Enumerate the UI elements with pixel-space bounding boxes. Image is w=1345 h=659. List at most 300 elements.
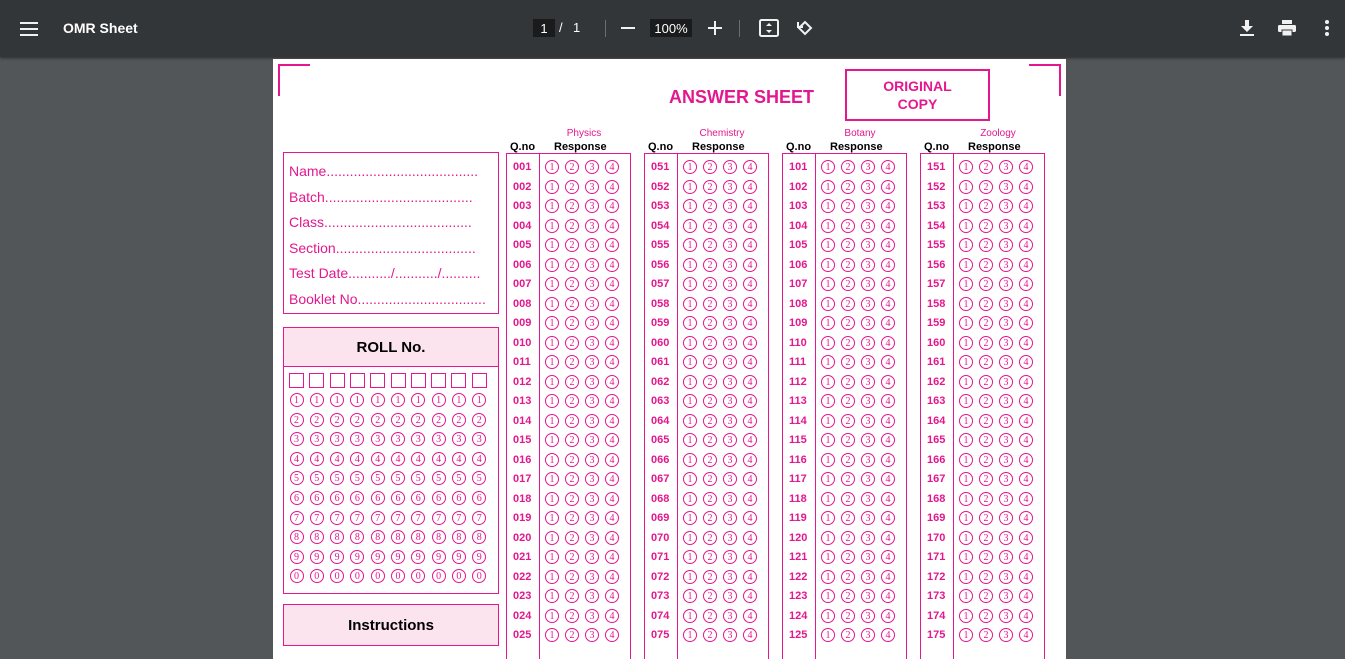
answer-bubble[interactable]: 4 bbox=[743, 433, 757, 447]
print-button[interactable] bbox=[1276, 17, 1298, 39]
answer-bubble[interactable]: 1 bbox=[545, 433, 559, 447]
roll-digit-bubble[interactable]: 5 bbox=[432, 471, 446, 485]
answer-bubble[interactable]: 4 bbox=[743, 628, 757, 642]
answer-bubble[interactable]: 1 bbox=[545, 609, 559, 623]
roll-digit-bubble[interactable]: 8 bbox=[391, 530, 405, 544]
answer-bubble[interactable]: 1 bbox=[545, 297, 559, 311]
roll-digit-bubble[interactable]: 0 bbox=[350, 569, 364, 583]
roll-digit-bubble[interactable]: 7 bbox=[350, 511, 364, 525]
answer-bubble[interactable]: 3 bbox=[585, 628, 599, 642]
answer-bubble[interactable]: 2 bbox=[979, 238, 993, 252]
roll-digit-bubble[interactable]: 3 bbox=[411, 432, 425, 446]
answer-bubble[interactable]: 2 bbox=[979, 394, 993, 408]
answer-bubble[interactable]: 4 bbox=[605, 492, 619, 506]
roll-digit-bubble[interactable]: 0 bbox=[310, 569, 324, 583]
answer-bubble[interactable]: 3 bbox=[861, 511, 875, 525]
answer-bubble[interactable]: 4 bbox=[605, 414, 619, 428]
answer-bubble[interactable]: 1 bbox=[683, 511, 697, 525]
answer-bubble[interactable]: 1 bbox=[683, 199, 697, 213]
answer-bubble[interactable]: 2 bbox=[841, 355, 855, 369]
answer-bubble[interactable]: 3 bbox=[861, 628, 875, 642]
answer-bubble[interactable]: 1 bbox=[959, 414, 973, 428]
answer-bubble[interactable]: 1 bbox=[821, 355, 835, 369]
answer-bubble[interactable]: 3 bbox=[585, 394, 599, 408]
answer-bubble[interactable]: 3 bbox=[999, 238, 1013, 252]
answer-bubble[interactable]: 4 bbox=[1019, 238, 1033, 252]
answer-bubble[interactable]: 2 bbox=[565, 394, 579, 408]
roll-digit-box[interactable] bbox=[472, 373, 487, 388]
answer-bubble[interactable]: 4 bbox=[605, 219, 619, 233]
roll-digit-bubble[interactable]: 8 bbox=[371, 530, 385, 544]
answer-bubble[interactable]: 1 bbox=[959, 355, 973, 369]
answer-bubble[interactable]: 2 bbox=[703, 277, 717, 291]
roll-digit-bubble[interactable]: 2 bbox=[310, 413, 324, 427]
answer-bubble[interactable]: 4 bbox=[743, 297, 757, 311]
answer-bubble[interactable]: 4 bbox=[881, 550, 895, 564]
roll-digit-bubble[interactable]: 4 bbox=[290, 452, 304, 466]
answer-bubble[interactable]: 1 bbox=[821, 336, 835, 350]
info-field[interactable]: Batch...................................... bbox=[289, 188, 473, 205]
roll-digit-bubble[interactable]: 6 bbox=[330, 491, 344, 505]
answer-bubble[interactable]: 2 bbox=[703, 219, 717, 233]
answer-bubble[interactable]: 3 bbox=[585, 160, 599, 174]
answer-bubble[interactable]: 4 bbox=[605, 297, 619, 311]
answer-bubble[interactable]: 2 bbox=[703, 550, 717, 564]
answer-bubble[interactable]: 1 bbox=[821, 238, 835, 252]
answer-bubble[interactable]: 2 bbox=[703, 160, 717, 174]
answer-bubble[interactable]: 1 bbox=[683, 628, 697, 642]
answer-bubble[interactable]: 3 bbox=[999, 589, 1013, 603]
answer-bubble[interactable]: 3 bbox=[861, 375, 875, 389]
answer-bubble[interactable]: 4 bbox=[1019, 472, 1033, 486]
roll-digit-bubble[interactable]: 8 bbox=[310, 530, 324, 544]
answer-bubble[interactable]: 4 bbox=[881, 492, 895, 506]
answer-bubble[interactable]: 3 bbox=[999, 511, 1013, 525]
answer-bubble[interactable]: 3 bbox=[723, 355, 737, 369]
answer-bubble[interactable]: 2 bbox=[841, 511, 855, 525]
answer-bubble[interactable]: 1 bbox=[683, 180, 697, 194]
roll-digit-bubble[interactable]: 5 bbox=[330, 471, 344, 485]
answer-bubble[interactable]: 1 bbox=[821, 394, 835, 408]
answer-bubble[interactable]: 3 bbox=[585, 258, 599, 272]
roll-digit-bubble[interactable]: 2 bbox=[371, 413, 385, 427]
answer-bubble[interactable]: 1 bbox=[683, 355, 697, 369]
answer-bubble[interactable]: 2 bbox=[979, 531, 993, 545]
answer-bubble[interactable]: 4 bbox=[881, 453, 895, 467]
answer-bubble[interactable]: 1 bbox=[821, 297, 835, 311]
answer-bubble[interactable]: 2 bbox=[979, 433, 993, 447]
answer-bubble[interactable]: 4 bbox=[1019, 414, 1033, 428]
answer-bubble[interactable]: 4 bbox=[605, 472, 619, 486]
roll-digit-bubble[interactable]: 6 bbox=[290, 491, 304, 505]
answer-bubble[interactable]: 3 bbox=[585, 238, 599, 252]
answer-bubble[interactable]: 1 bbox=[683, 160, 697, 174]
answer-bubble[interactable]: 3 bbox=[723, 238, 737, 252]
answer-bubble[interactable]: 4 bbox=[743, 550, 757, 564]
roll-digit-bubble[interactable]: 9 bbox=[290, 550, 304, 564]
answer-bubble[interactable]: 3 bbox=[723, 531, 737, 545]
answer-bubble[interactable]: 1 bbox=[545, 199, 559, 213]
roll-digit-bubble[interactable]: 1 bbox=[350, 393, 364, 407]
answer-bubble[interactable]: 3 bbox=[723, 180, 737, 194]
roll-digit-bubble[interactable]: 9 bbox=[350, 550, 364, 564]
roll-digit-bubble[interactable]: 7 bbox=[371, 511, 385, 525]
answer-bubble[interactable]: 2 bbox=[703, 609, 717, 623]
answer-bubble[interactable]: 3 bbox=[999, 414, 1013, 428]
info-field[interactable]: Section.................................... bbox=[289, 239, 476, 256]
answer-bubble[interactable]: 1 bbox=[683, 258, 697, 272]
answer-bubble[interactable]: 3 bbox=[861, 258, 875, 272]
roll-digit-bubble[interactable]: 3 bbox=[350, 432, 364, 446]
answer-bubble[interactable]: 2 bbox=[565, 531, 579, 545]
answer-bubble[interactable]: 1 bbox=[821, 180, 835, 194]
roll-digit-bubble[interactable]: 9 bbox=[472, 550, 486, 564]
answer-bubble[interactable]: 2 bbox=[703, 414, 717, 428]
answer-bubble[interactable]: 1 bbox=[821, 199, 835, 213]
answer-bubble[interactable]: 2 bbox=[565, 414, 579, 428]
answer-bubble[interactable]: 3 bbox=[723, 609, 737, 623]
answer-bubble[interactable]: 1 bbox=[959, 394, 973, 408]
answer-bubble[interactable]: 1 bbox=[545, 394, 559, 408]
answer-bubble[interactable]: 1 bbox=[821, 414, 835, 428]
roll-digit-box[interactable] bbox=[411, 373, 426, 388]
answer-bubble[interactable]: 3 bbox=[861, 531, 875, 545]
answer-bubble[interactable]: 1 bbox=[821, 609, 835, 623]
answer-bubble[interactable]: 4 bbox=[881, 219, 895, 233]
roll-digit-bubble[interactable]: 3 bbox=[432, 432, 446, 446]
answer-bubble[interactable]: 4 bbox=[605, 609, 619, 623]
answer-bubble[interactable]: 2 bbox=[979, 492, 993, 506]
answer-bubble[interactable]: 4 bbox=[881, 375, 895, 389]
answer-bubble[interactable]: 4 bbox=[743, 394, 757, 408]
answer-bubble[interactable]: 1 bbox=[683, 550, 697, 564]
answer-bubble[interactable]: 4 bbox=[1019, 570, 1033, 584]
roll-digit-bubble[interactable]: 5 bbox=[290, 471, 304, 485]
answer-bubble[interactable]: 1 bbox=[683, 277, 697, 291]
answer-bubble[interactable]: 4 bbox=[881, 531, 895, 545]
roll-digit-box[interactable] bbox=[370, 373, 385, 388]
answer-bubble[interactable]: 1 bbox=[959, 628, 973, 642]
answer-bubble[interactable]: 4 bbox=[1019, 160, 1033, 174]
answer-bubble[interactable]: 3 bbox=[723, 628, 737, 642]
answer-bubble[interactable]: 4 bbox=[881, 336, 895, 350]
roll-digit-box[interactable] bbox=[289, 373, 304, 388]
answer-bubble[interactable]: 1 bbox=[545, 453, 559, 467]
roll-digit-bubble[interactable]: 6 bbox=[371, 491, 385, 505]
answer-bubble[interactable]: 4 bbox=[881, 609, 895, 623]
answer-bubble[interactable]: 4 bbox=[605, 375, 619, 389]
answer-bubble[interactable]: 1 bbox=[821, 277, 835, 291]
answer-bubble[interactable]: 4 bbox=[881, 628, 895, 642]
answer-bubble[interactable]: 3 bbox=[999, 628, 1013, 642]
answer-bubble[interactable]: 2 bbox=[703, 355, 717, 369]
answer-bubble[interactable]: 4 bbox=[1019, 180, 1033, 194]
answer-bubble[interactable]: 3 bbox=[861, 336, 875, 350]
roll-digit-bubble[interactable]: 9 bbox=[371, 550, 385, 564]
answer-bubble[interactable]: 3 bbox=[585, 355, 599, 369]
answer-bubble[interactable]: 4 bbox=[743, 511, 757, 525]
roll-digit-bubble[interactable]: 5 bbox=[310, 471, 324, 485]
answer-bubble[interactable]: 3 bbox=[585, 609, 599, 623]
roll-digit-box[interactable] bbox=[431, 373, 446, 388]
answer-bubble[interactable]: 3 bbox=[723, 472, 737, 486]
more-actions-button[interactable] bbox=[1316, 17, 1338, 39]
download-button[interactable] bbox=[1236, 17, 1258, 39]
answer-bubble[interactable]: 4 bbox=[1019, 589, 1033, 603]
answer-bubble[interactable]: 3 bbox=[861, 570, 875, 584]
answer-bubble[interactable]: 3 bbox=[585, 375, 599, 389]
roll-digit-bubble[interactable]: 2 bbox=[411, 413, 425, 427]
roll-digit-bubble[interactable]: 1 bbox=[391, 393, 405, 407]
answer-bubble[interactable]: 1 bbox=[683, 394, 697, 408]
answer-bubble[interactable]: 2 bbox=[979, 297, 993, 311]
roll-digit-bubble[interactable]: 8 bbox=[432, 530, 446, 544]
answer-bubble[interactable]: 2 bbox=[979, 472, 993, 486]
answer-bubble[interactable]: 4 bbox=[1019, 492, 1033, 506]
answer-bubble[interactable]: 2 bbox=[841, 492, 855, 506]
answer-bubble[interactable]: 3 bbox=[585, 277, 599, 291]
answer-bubble[interactable]: 3 bbox=[723, 258, 737, 272]
answer-bubble[interactable]: 2 bbox=[979, 570, 993, 584]
answer-bubble[interactable]: 1 bbox=[821, 453, 835, 467]
roll-digit-bubble[interactable]: 0 bbox=[472, 569, 486, 583]
answer-bubble[interactable]: 3 bbox=[585, 589, 599, 603]
answer-bubble[interactable]: 2 bbox=[979, 589, 993, 603]
answer-bubble[interactable]: 3 bbox=[723, 199, 737, 213]
answer-bubble[interactable]: 4 bbox=[743, 219, 757, 233]
answer-bubble[interactable]: 4 bbox=[743, 316, 757, 330]
answer-bubble[interactable]: 2 bbox=[703, 297, 717, 311]
answer-bubble[interactable]: 1 bbox=[821, 160, 835, 174]
roll-digit-bubble[interactable]: 9 bbox=[452, 550, 466, 564]
answer-bubble[interactable]: 4 bbox=[881, 472, 895, 486]
answer-bubble[interactable]: 1 bbox=[683, 297, 697, 311]
answer-bubble[interactable]: 1 bbox=[545, 570, 559, 584]
answer-bubble[interactable]: 3 bbox=[723, 433, 737, 447]
answer-bubble[interactable]: 2 bbox=[841, 609, 855, 623]
roll-digit-bubble[interactable]: 1 bbox=[290, 393, 304, 407]
answer-bubble[interactable]: 1 bbox=[821, 316, 835, 330]
answer-bubble[interactable]: 4 bbox=[1019, 355, 1033, 369]
answer-bubble[interactable]: 2 bbox=[703, 238, 717, 252]
answer-bubble[interactable]: 1 bbox=[545, 336, 559, 350]
answer-bubble[interactable]: 2 bbox=[703, 492, 717, 506]
answer-bubble[interactable]: 4 bbox=[743, 414, 757, 428]
answer-bubble[interactable]: 1 bbox=[683, 570, 697, 584]
answer-bubble[interactable]: 2 bbox=[979, 628, 993, 642]
answer-bubble[interactable]: 3 bbox=[861, 550, 875, 564]
answer-bubble[interactable]: 2 bbox=[565, 453, 579, 467]
answer-bubble[interactable]: 3 bbox=[999, 531, 1013, 545]
answer-bubble[interactable]: 4 bbox=[605, 258, 619, 272]
roll-digit-bubble[interactable]: 4 bbox=[432, 452, 446, 466]
zoom-in-button[interactable] bbox=[705, 18, 725, 38]
roll-digit-box[interactable] bbox=[309, 373, 324, 388]
answer-bubble[interactable]: 1 bbox=[959, 550, 973, 564]
roll-digit-bubble[interactable]: 5 bbox=[411, 471, 425, 485]
answer-bubble[interactable]: 2 bbox=[565, 550, 579, 564]
answer-bubble[interactable]: 1 bbox=[959, 336, 973, 350]
answer-bubble[interactable]: 4 bbox=[605, 199, 619, 213]
answer-bubble[interactable]: 4 bbox=[1019, 453, 1033, 467]
answer-bubble[interactable]: 4 bbox=[881, 258, 895, 272]
roll-digit-bubble[interactable]: 0 bbox=[391, 569, 405, 583]
roll-digit-bubble[interactable]: 7 bbox=[472, 511, 486, 525]
roll-digit-bubble[interactable]: 8 bbox=[472, 530, 486, 544]
roll-digit-bubble[interactable]: 4 bbox=[330, 452, 344, 466]
roll-digit-bubble[interactable]: 2 bbox=[452, 413, 466, 427]
answer-bubble[interactable]: 4 bbox=[881, 414, 895, 428]
answer-bubble[interactable]: 3 bbox=[585, 414, 599, 428]
answer-bubble[interactable]: 3 bbox=[861, 199, 875, 213]
answer-bubble[interactable]: 1 bbox=[959, 277, 973, 291]
answer-bubble[interactable]: 1 bbox=[545, 414, 559, 428]
answer-bubble[interactable]: 4 bbox=[605, 453, 619, 467]
answer-bubble[interactable]: 4 bbox=[743, 355, 757, 369]
answer-bubble[interactable]: 4 bbox=[1019, 258, 1033, 272]
answer-bubble[interactable]: 4 bbox=[1019, 609, 1033, 623]
roll-digit-bubble[interactable]: 8 bbox=[290, 530, 304, 544]
answer-bubble[interactable]: 3 bbox=[999, 550, 1013, 564]
roll-digit-bubble[interactable]: 8 bbox=[452, 530, 466, 544]
answer-bubble[interactable]: 1 bbox=[683, 589, 697, 603]
answer-bubble[interactable]: 2 bbox=[979, 414, 993, 428]
answer-bubble[interactable]: 1 bbox=[959, 375, 973, 389]
answer-bubble[interactable]: 3 bbox=[999, 297, 1013, 311]
roll-digit-bubble[interactable]: 5 bbox=[452, 471, 466, 485]
answer-bubble[interactable]: 4 bbox=[605, 160, 619, 174]
answer-bubble[interactable]: 3 bbox=[585, 219, 599, 233]
answer-bubble[interactable]: 1 bbox=[545, 531, 559, 545]
answer-bubble[interactable]: 3 bbox=[861, 414, 875, 428]
answer-bubble[interactable]: 2 bbox=[841, 297, 855, 311]
answer-bubble[interactable]: 2 bbox=[565, 492, 579, 506]
answer-bubble[interactable]: 3 bbox=[999, 160, 1013, 174]
info-field[interactable]: Test Date.........../.........../.......... bbox=[289, 265, 481, 281]
roll-digit-bubble[interactable]: 5 bbox=[391, 471, 405, 485]
answer-bubble[interactable]: 3 bbox=[723, 219, 737, 233]
answer-bubble[interactable]: 1 bbox=[683, 336, 697, 350]
answer-bubble[interactable]: 3 bbox=[723, 511, 737, 525]
answer-bubble[interactable]: 1 bbox=[821, 628, 835, 642]
answer-bubble[interactable]: 4 bbox=[1019, 628, 1033, 642]
roll-digit-bubble[interactable]: 8 bbox=[330, 530, 344, 544]
answer-bubble[interactable]: 4 bbox=[1019, 277, 1033, 291]
answer-bubble[interactable]: 2 bbox=[703, 336, 717, 350]
answer-bubble[interactable]: 3 bbox=[585, 570, 599, 584]
answer-bubble[interactable]: 2 bbox=[565, 277, 579, 291]
answer-bubble[interactable]: 4 bbox=[743, 589, 757, 603]
answer-bubble[interactable]: 3 bbox=[861, 589, 875, 603]
answer-bubble[interactable]: 4 bbox=[881, 199, 895, 213]
answer-bubble[interactable]: 1 bbox=[959, 589, 973, 603]
answer-bubble[interactable]: 3 bbox=[999, 394, 1013, 408]
answer-bubble[interactable]: 4 bbox=[1019, 297, 1033, 311]
roll-digit-bubble[interactable]: 2 bbox=[432, 413, 446, 427]
answer-bubble[interactable]: 2 bbox=[565, 433, 579, 447]
answer-bubble[interactable]: 2 bbox=[841, 472, 855, 486]
answer-bubble[interactable]: 4 bbox=[881, 394, 895, 408]
answer-bubble[interactable]: 3 bbox=[723, 160, 737, 174]
answer-bubble[interactable]: 4 bbox=[743, 336, 757, 350]
answer-bubble[interactable]: 1 bbox=[821, 375, 835, 389]
roll-digit-bubble[interactable]: 4 bbox=[310, 452, 324, 466]
roll-digit-bubble[interactable]: 6 bbox=[452, 491, 466, 505]
answer-bubble[interactable]: 3 bbox=[861, 394, 875, 408]
answer-bubble[interactable]: 4 bbox=[881, 316, 895, 330]
answer-bubble[interactable]: 1 bbox=[959, 511, 973, 525]
roll-digit-box[interactable] bbox=[350, 373, 365, 388]
roll-digit-bubble[interactable]: 7 bbox=[432, 511, 446, 525]
roll-digit-bubble[interactable]: 6 bbox=[411, 491, 425, 505]
answer-bubble[interactable]: 2 bbox=[565, 160, 579, 174]
answer-bubble[interactable]: 2 bbox=[841, 433, 855, 447]
answer-bubble[interactable]: 2 bbox=[703, 531, 717, 545]
roll-digit-bubble[interactable]: 9 bbox=[310, 550, 324, 564]
answer-bubble[interactable]: 2 bbox=[565, 238, 579, 252]
answer-bubble[interactable]: 4 bbox=[605, 336, 619, 350]
answer-bubble[interactable]: 1 bbox=[683, 219, 697, 233]
answer-bubble[interactable]: 3 bbox=[861, 316, 875, 330]
roll-digit-bubble[interactable]: 9 bbox=[391, 550, 405, 564]
answer-bubble[interactable]: 1 bbox=[821, 219, 835, 233]
answer-bubble[interactable]: 2 bbox=[979, 199, 993, 213]
answer-bubble[interactable]: 4 bbox=[1019, 316, 1033, 330]
answer-bubble[interactable]: 4 bbox=[743, 375, 757, 389]
answer-bubble[interactable]: 1 bbox=[959, 199, 973, 213]
answer-bubble[interactable]: 1 bbox=[959, 316, 973, 330]
roll-digit-bubble[interactable]: 3 bbox=[452, 432, 466, 446]
roll-digit-box[interactable] bbox=[391, 373, 406, 388]
answer-bubble[interactable]: 4 bbox=[881, 160, 895, 174]
roll-digit-bubble[interactable]: 2 bbox=[391, 413, 405, 427]
answer-bubble[interactable]: 4 bbox=[881, 297, 895, 311]
answer-bubble[interactable]: 3 bbox=[585, 511, 599, 525]
answer-bubble[interactable]: 2 bbox=[703, 394, 717, 408]
answer-bubble[interactable]: 3 bbox=[585, 433, 599, 447]
answer-bubble[interactable]: 1 bbox=[683, 472, 697, 486]
answer-bubble[interactable]: 3 bbox=[723, 316, 737, 330]
roll-digit-bubble[interactable]: 4 bbox=[371, 452, 385, 466]
answer-bubble[interactable]: 1 bbox=[821, 570, 835, 584]
answer-bubble[interactable]: 3 bbox=[861, 492, 875, 506]
answer-bubble[interactable]: 4 bbox=[881, 238, 895, 252]
answer-bubble[interactable]: 1 bbox=[545, 355, 559, 369]
answer-bubble[interactable]: 2 bbox=[979, 511, 993, 525]
answer-bubble[interactable]: 3 bbox=[999, 433, 1013, 447]
answer-bubble[interactable]: 3 bbox=[861, 433, 875, 447]
answer-bubble[interactable]: 2 bbox=[841, 394, 855, 408]
answer-bubble[interactable]: 4 bbox=[605, 238, 619, 252]
answer-bubble[interactable]: 2 bbox=[841, 238, 855, 252]
roll-digit-bubble[interactable]: 9 bbox=[330, 550, 344, 564]
answer-bubble[interactable]: 2 bbox=[565, 180, 579, 194]
answer-bubble[interactable]: 1 bbox=[821, 472, 835, 486]
roll-digit-bubble[interactable]: 1 bbox=[432, 393, 446, 407]
answer-bubble[interactable]: 2 bbox=[565, 199, 579, 213]
answer-bubble[interactable]: 3 bbox=[585, 336, 599, 350]
answer-bubble[interactable]: 1 bbox=[821, 492, 835, 506]
answer-bubble[interactable]: 4 bbox=[1019, 219, 1033, 233]
answer-bubble[interactable]: 4 bbox=[605, 628, 619, 642]
answer-bubble[interactable]: 2 bbox=[841, 550, 855, 564]
roll-digit-bubble[interactable]: 1 bbox=[371, 393, 385, 407]
answer-bubble[interactable]: 4 bbox=[881, 433, 895, 447]
answer-bubble[interactable]: 3 bbox=[723, 550, 737, 564]
answer-bubble[interactable]: 1 bbox=[545, 180, 559, 194]
answer-bubble[interactable]: 1 bbox=[821, 531, 835, 545]
answer-bubble[interactable]: 2 bbox=[979, 336, 993, 350]
